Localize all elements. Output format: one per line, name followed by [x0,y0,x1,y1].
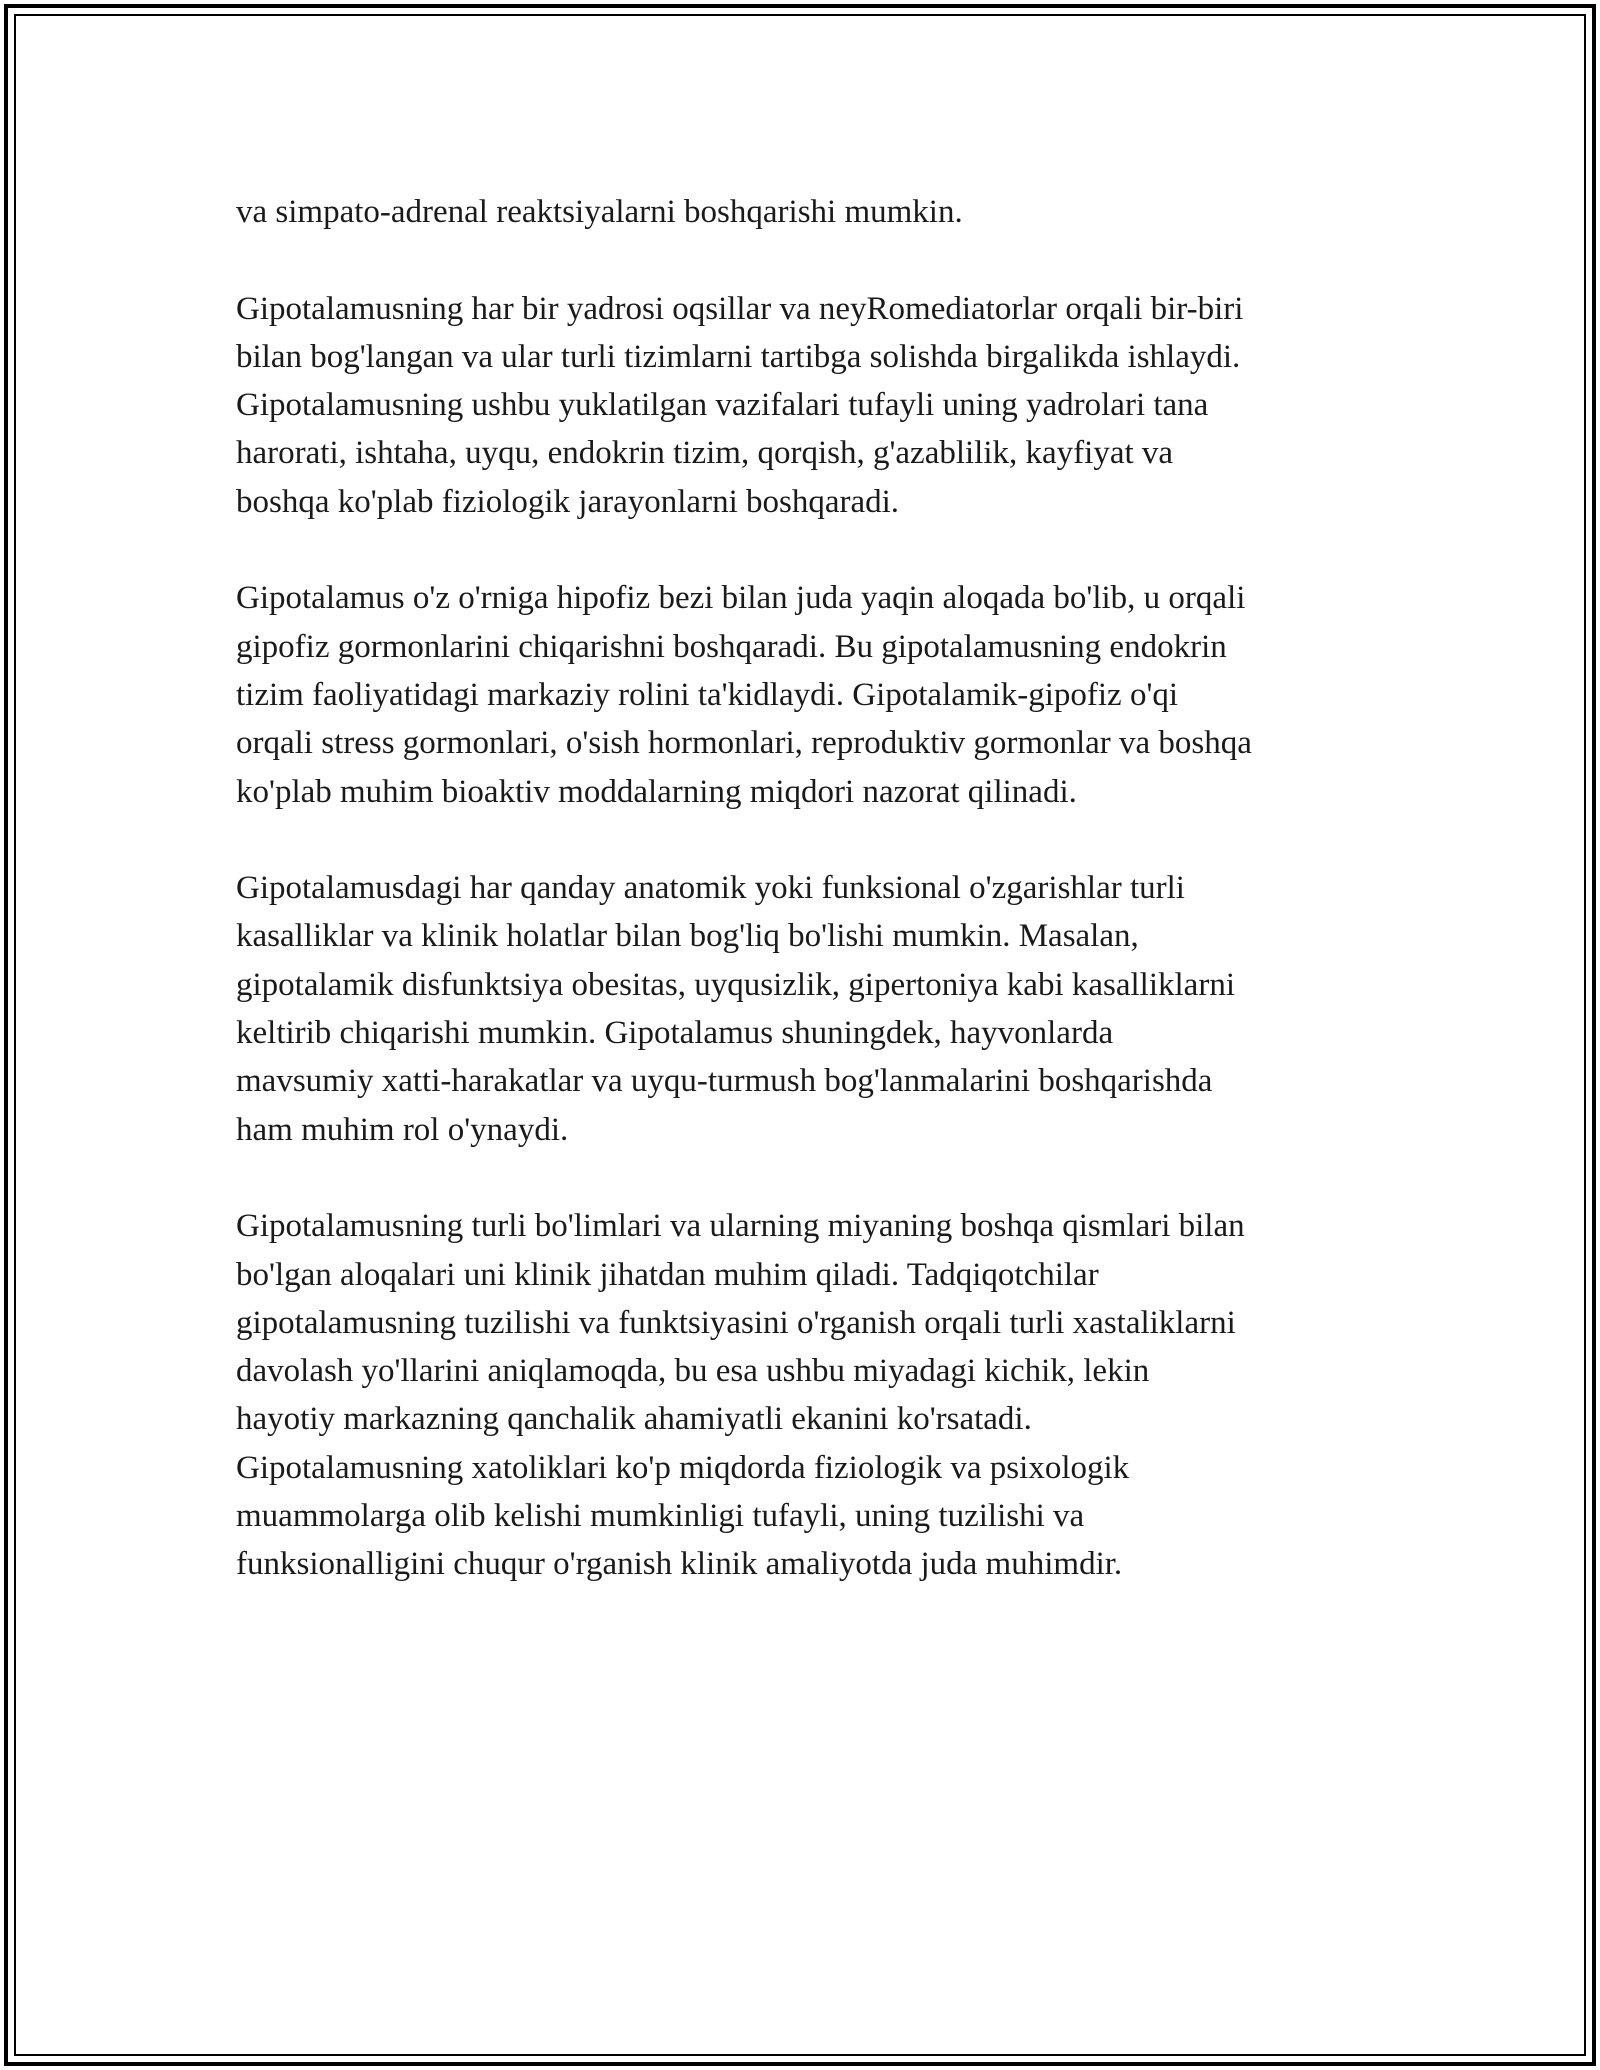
paragraph-5: Gipotalamusning turli bo'limlari va ularning miyaning boshqa qismlari bilan bo'lgan aloqalari uni klinik jihatdan muhim qiladi. Tadqiqotchilar gipotalamusning tuzilishi va funktsiyasini o'rganish orqali turli xastaliklarni davolash yo'llarini aniqlamoqda, bu esa ushbu miyadagi kichik, lekin hayotiy markazning qanchalik ahamiyatli ekanini ko'rsatadi. Gipotalamusning xatoliklari ko'p miqdorda fiziologik va psixologik muammolarga olib kelishi mumkinligi tufayli, uning tuzilishi va funksionalligini chuqur o'rganish klinik amaliyotda juda muhimdir. [236,1208,1245,1583]
paragraph-1: va simpato-adrenal reaktsiyalarni boshqarishi mumkin. [236,194,963,230]
paragraph-4: Gipotalamusdagi har qanday anatomik yoki funksional o'zgarishlar turli kasalliklar va klinik holatlar bilan bog'liq bo'lishi mumkin. Masalan, gipotalamik disfunktsiya obesitas, uyqusizlik, gipertoniya kabi kasalliklarni keltirib chiqarishi mumkin. Gipotalamus shuningdek, hayvonlarda mavsumiy xatti-harakatlar va uyqu-turmush bog'lanmalarini boshqarishda ham muhim rol o'ynaydi. [236,870,1235,1148]
paragraph-3: Gipotalamus o'z o'rniga hipofiz bezi bilan juda yaqin aloqada bo'lib, u orqali gipofiz gormonlarini chiqarishni boshqaradi. Bu gipotalamusning endokrin tizim faoliyatidagi markaziy rolini ta'kidlaydi. Gipotalamik-gipofiz o'qi orqali stress gormonlari, o'sish hormonlari, reproduktiv gormonlar va boshqa ko'plab muhim bioaktiv moddalarning miqdori nazorat qilinadi. [236,580,1252,810]
document-body [236,188,1376,1637]
paragraph-2: Gipotalamusning har bir yadrosi oqsillar va neyRomediatorlar orqali bir-biri bilan bog'langan va ular turli tizimlarni tartibga solishda birgalikda ishlaydi. Gipotalamusning ushbu yuklatilgan vazifalari tufayli uning yadrolari tana harorati, ishtaha, uyqu, endokrin tizim, qorqish, g'azablilik, kayfiyat va boshqa ko'plab fiziologik jarayonlarni boshqaradi. [236,290,1244,520]
